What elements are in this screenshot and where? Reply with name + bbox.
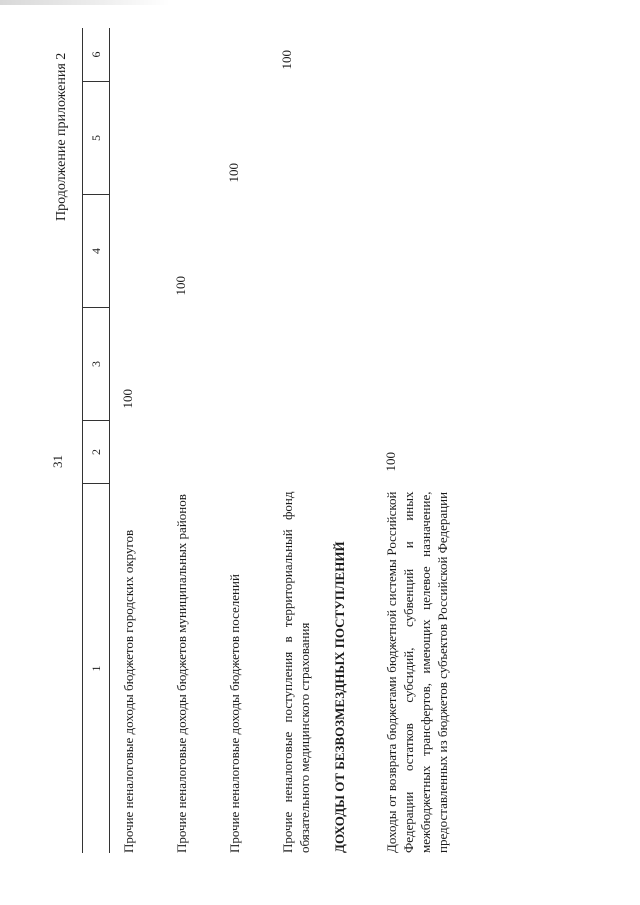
table-row bbox=[323, 28, 375, 853]
row-name: ДОХОДЫ ОТ БЕЗВОЗМЕЗДНЫХ ПОСТУПЛЕНИЙ bbox=[332, 541, 347, 853]
page-number: 31 bbox=[50, 455, 65, 468]
value-cell-3 bbox=[110, 308, 165, 421]
value-cell-5 bbox=[375, 82, 451, 195]
table-row bbox=[217, 28, 270, 853]
continuation-label: Продолжение приложения 2 bbox=[54, 52, 69, 221]
value-cell-2 bbox=[323, 421, 375, 484]
row-name: Прочие неналоговые доходы бюджетов городских округов bbox=[121, 529, 136, 853]
value-cell-4 bbox=[164, 195, 217, 308]
value-cell-2 bbox=[270, 421, 323, 484]
column-header-6: 6 bbox=[83, 28, 110, 82]
value: 100 bbox=[279, 50, 294, 70]
column-header-1: 1 bbox=[88, 665, 103, 672]
table-header-row bbox=[83, 28, 110, 853]
row-name-cell bbox=[375, 484, 451, 854]
row-name: Доходы от возврата бюджетами бюджетной системы Российской Федерации остатков субсидий, субвенций и иных межбюджетных трансфертов, имеющих целевое назначение, предоставленных из бюджетов субъектов Российской Федерации bbox=[384, 491, 450, 853]
row-name-cell bbox=[110, 484, 165, 854]
table-row bbox=[164, 28, 217, 853]
table-row bbox=[375, 28, 451, 853]
value-cell-3 bbox=[217, 308, 270, 421]
row-name: Прочие неналоговые доходы бюджетов муниципальных районов bbox=[174, 494, 189, 853]
value: 100 bbox=[383, 452, 398, 472]
value-cell-3 bbox=[323, 308, 375, 421]
value: 100 bbox=[120, 389, 135, 409]
value-cell-5 bbox=[270, 82, 323, 195]
column-header-2: 2 bbox=[83, 421, 110, 484]
value-cell-3 bbox=[164, 308, 217, 421]
row-name: Прочие неналоговые доходы бюджетов поселений bbox=[227, 574, 242, 853]
value-cell-4 bbox=[270, 195, 323, 308]
column-header-4: 4 bbox=[83, 195, 110, 308]
value-cell-4 bbox=[375, 195, 451, 308]
value-cell-6 bbox=[270, 28, 323, 82]
value-cell-5 bbox=[217, 82, 270, 195]
value-cell-6 bbox=[323, 28, 375, 82]
row-name-cell bbox=[164, 484, 217, 854]
value-cell-4 bbox=[323, 195, 375, 308]
value-cell-3 bbox=[375, 308, 451, 421]
value-cell-6 bbox=[217, 28, 270, 82]
budget-table bbox=[82, 28, 451, 853]
value-cell-6 bbox=[164, 28, 217, 82]
value-cell-4 bbox=[110, 195, 165, 308]
row-name-cell bbox=[270, 484, 323, 854]
value-cell-2 bbox=[375, 421, 451, 484]
table-row bbox=[270, 28, 323, 853]
value-cell-2 bbox=[110, 421, 165, 484]
column-header-3: 3 bbox=[83, 308, 110, 421]
value-cell-6 bbox=[375, 28, 451, 82]
value-cell-6 bbox=[110, 28, 165, 82]
table-row bbox=[110, 28, 165, 853]
value-cell-5 bbox=[164, 82, 217, 195]
row-name: Прочие неналоговые поступления в территориальный фонд обязательного медицинского страхования bbox=[280, 491, 312, 853]
value: 100 bbox=[226, 163, 241, 183]
column-header-5: 5 bbox=[83, 82, 110, 195]
row-name-cell bbox=[217, 484, 270, 854]
value-cell-5 bbox=[110, 82, 165, 195]
value-cell-5 bbox=[323, 82, 375, 195]
value: 100 bbox=[173, 276, 188, 296]
value-cell-3 bbox=[270, 308, 323, 421]
value-cell-2 bbox=[164, 421, 217, 484]
value-cell-4 bbox=[217, 195, 270, 308]
row-name-cell bbox=[323, 484, 375, 854]
value-cell-2 bbox=[217, 421, 270, 484]
